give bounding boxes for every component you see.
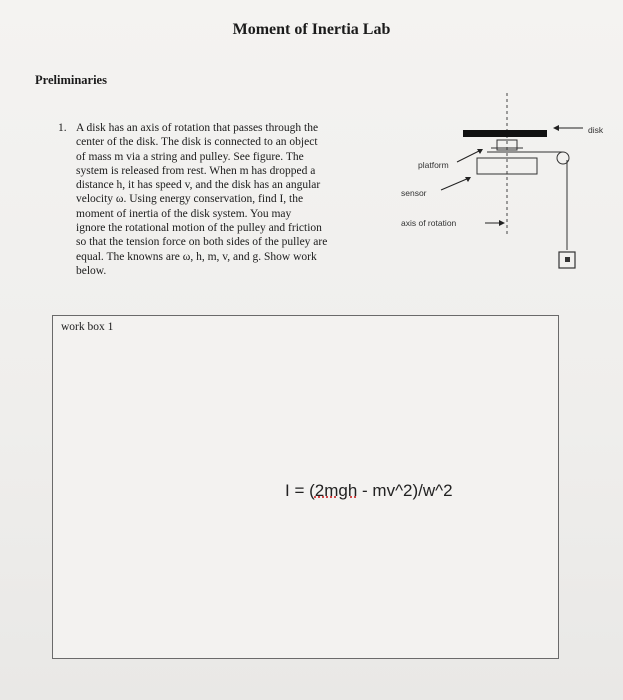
hanging-mass-core xyxy=(565,257,570,262)
sensor-label: sensor xyxy=(401,188,427,198)
question-line: velocity ω. Using energy conservation, find I, the xyxy=(76,193,304,206)
disk-label: disk xyxy=(588,125,604,135)
axis-label: axis of rotation xyxy=(401,218,457,228)
question-line: system is released from rest. When m has dropped a xyxy=(76,164,316,177)
answer-underlined: 2mgh xyxy=(314,481,358,500)
apparatus-figure xyxy=(395,88,623,288)
question-line: ignore the rotational motion of the pulley and friction xyxy=(76,222,322,235)
question-line: center of the disk. The disk is connected to an object xyxy=(76,136,318,149)
disk-arrow-head xyxy=(553,125,559,131)
question-line: below. xyxy=(76,264,107,277)
answer-equation xyxy=(285,481,453,501)
question-line: moment of inertia of the disk system. You may xyxy=(76,207,292,220)
work-box-label: work box 1 xyxy=(61,321,114,333)
apparatus-diagram xyxy=(395,88,623,288)
axis-arrow-head xyxy=(499,220,505,226)
question-1 xyxy=(58,121,388,278)
question-line: so that the tension force on both sides of the pulley are xyxy=(76,236,328,249)
work-box[interactable] xyxy=(52,315,559,659)
question-line: equal. The knowns are ω, h, m, v, and g. Show work xyxy=(76,250,317,263)
question-number: 1. xyxy=(58,122,67,134)
answer-prefix: I = ( xyxy=(285,481,315,500)
section-heading: Preliminaries xyxy=(35,73,107,87)
platform-label: platform xyxy=(418,160,449,170)
sensor-arrow xyxy=(441,178,469,190)
question-line: of mass m via a string and pulley. See figure. The xyxy=(76,150,304,163)
answer-suffix: - mv^2)/w^2 xyxy=(357,481,453,500)
question-line: distance h, it has speed v, and the disk has an angular xyxy=(76,179,321,192)
question-text xyxy=(76,121,388,278)
question-line: A disk has an axis of rotation that passes through the xyxy=(76,122,319,134)
disk-shape xyxy=(463,130,547,137)
page-title: Moment of Inertia Lab xyxy=(232,21,391,38)
